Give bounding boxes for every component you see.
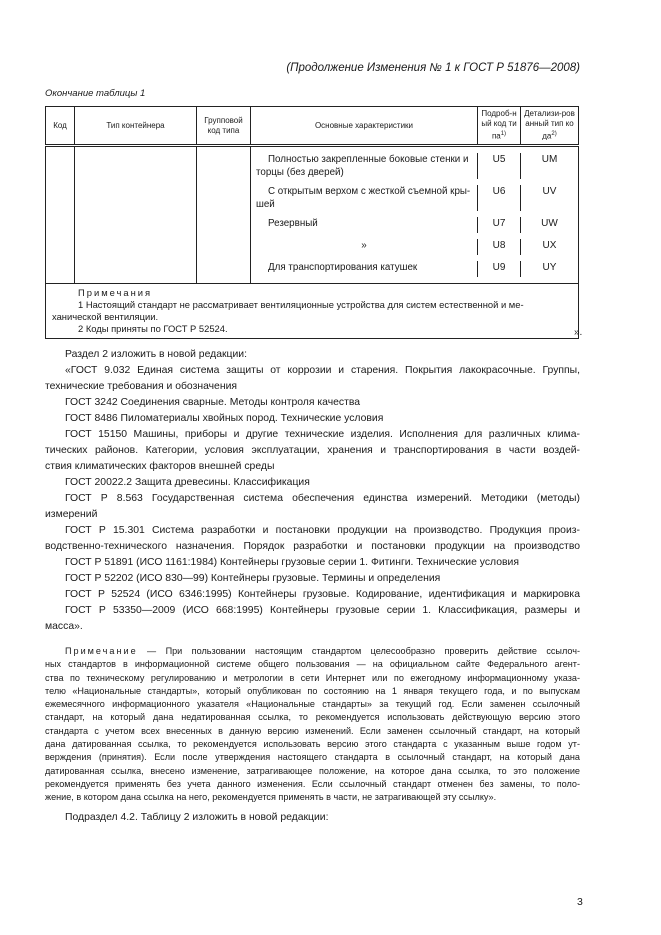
- row-detailed-type: UM: [520, 153, 578, 179]
- table-closing-quote: ».: [574, 327, 583, 338]
- text-line: ГОСТ 3242 Соединения сварные. Методы контроля качества: [65, 397, 361, 408]
- col-group-right: [251, 107, 579, 146]
- cell-characteristics-group: [251, 146, 579, 284]
- note-line: датированная ссылка, внесено изменение, затрагивающее положение, на которое дана ссылка, то это положение: [45, 765, 580, 776]
- note-label: Примечание: [65, 646, 138, 656]
- text-line: Раздел 2 изложить в новой редакции:: [65, 349, 247, 360]
- text-line: водственно-технического назначения. Порядок разработки и постановки продукции на производство: [45, 541, 580, 552]
- text-line: ГОСТ Р 51891 (ИСО 1161:1984) Контейнеры грузовые серии 1. Фитинги. Технические условия: [65, 557, 519, 568]
- note-line: [45, 645, 580, 658]
- footnote-ref-1: 1): [500, 131, 507, 138]
- row-description-line1: »: [361, 240, 367, 251]
- text-line: тических районов. Категории, условия эксплуатации, хранения и транспортирования в части воздей-: [45, 445, 580, 456]
- row-description: [251, 261, 477, 277]
- text-line: ГОСТ 20022.2 Защита древесины. Классификация: [65, 477, 310, 488]
- running-header: (Продолжение Изменения № 1 к ГОСТ Р 51876—2008): [286, 62, 580, 74]
- row-detailed-code: U8: [477, 239, 520, 255]
- row-description-line2: торцы (без дверей): [256, 167, 344, 178]
- footnote-ref-2: 2): [551, 131, 557, 138]
- text-line: ГОСТ 8486 Пиломатериалы хвойных пород. Технические условия: [65, 413, 384, 424]
- col-container-type: Тип контейнера: [75, 107, 197, 146]
- note-1-cont: ханической вентиляции.: [52, 311, 159, 322]
- container-codes-table: [45, 106, 579, 339]
- table-wrapper: [45, 106, 583, 339]
- row-description-line2: шей: [256, 199, 275, 210]
- table-row: [251, 261, 578, 283]
- row-description-line1: Для транспортирования катушек: [268, 262, 418, 273]
- text-line: ГОСТ 15150 Машины, приборы и другие технические изделия. Исполнения для различных клима-: [65, 429, 580, 440]
- cell-group-code: [197, 146, 251, 284]
- text-line: ГОСТ Р 8.563 Государственная система обеспечения единства измерений. Методики (методы): [65, 493, 580, 504]
- cell-container-type: [75, 146, 197, 284]
- row-description-line1: Полностью закрепленные боковые стенки и: [268, 154, 469, 165]
- row-detailed-type: UX: [520, 239, 578, 255]
- rows-container: [251, 147, 578, 283]
- row-description: [251, 153, 477, 179]
- subsection-4-2-line: Подраздел 4.2. Таблицу 2 изложить в новой редакции:: [65, 811, 329, 823]
- note-1: 1 Настоящий стандарт не рассматривает вентиляционные устройства для систем естественной и ме-: [78, 299, 524, 310]
- note-line: ства по техническому регулированию и метрологии в сети Интернет или по ежегодному информационному указа-: [45, 672, 580, 683]
- text-line: ГОСТ Р 53350—2009 (ИСО 668:1995) Контейнеры грузовые серии 1. Классификация, размеры и: [65, 605, 580, 616]
- note-line: рекомендуется применять без учета данного изменения. Если ссылочный стандарт отменен без замены, то поло-: [45, 778, 580, 789]
- page-number: 3: [577, 896, 583, 908]
- note-line-text: — При пользовании настоящим стандартом целесообразно проверить действие ссылоч-: [137, 646, 580, 656]
- table-row: [251, 153, 578, 185]
- note-line: жение, в котором дана ссылка на него, рекомендуется применять в части, не затрагивающей эту ссылку».: [45, 792, 497, 803]
- row-description-line1: С открытым верхом с жесткой съемной кры-: [268, 186, 471, 197]
- row-detailed-code: U5: [477, 153, 520, 179]
- text-line: ГОСТ Р 52524 (ИСО 6346:1995) Контейнеры грузовые. Кодирование, идентификация и маркировка: [65, 589, 580, 600]
- text-line: масса».: [45, 621, 83, 632]
- text-line: измерений: [45, 509, 98, 520]
- col-detailed-code-text: Подроб-ный код типа: [481, 109, 517, 141]
- col-detailed-type-label: [524, 109, 576, 142]
- table-row: [251, 217, 578, 239]
- note-line: верждения (принятия). Если после утверждения настоящего стандарта в ссылочный стандарт, на который дана: [45, 752, 580, 763]
- page-content: [45, 60, 583, 826]
- final-paragraph: [45, 810, 580, 826]
- notes-title: Примечания: [78, 287, 153, 298]
- text-line: ГОСТ Р 52202 (ИСО 830—99) Контейнеры грузовые. Термины и определения: [65, 573, 441, 584]
- table-body-row: [46, 146, 579, 284]
- note-line: телю «Национальные стандарты», который опубликован по состоянию на 1 января текущего года, и по выпускам: [45, 685, 580, 696]
- note-line: дана датированная ссылка, то рекомендуется использовать версию этого стандарта с указанным выше годом ут-: [45, 739, 580, 750]
- col-detailed-code: [477, 107, 520, 144]
- note-line: стандарт, на который дана недатированная ссылка, то рекомендуется использовать действующую версию этого: [45, 712, 580, 723]
- note-line: ных стандартов в информационной системе общего пользования — на официальном сайте Федерального агент-: [45, 659, 580, 670]
- row-description: [251, 185, 477, 211]
- col-group-code: Групповой код типа: [197, 107, 251, 146]
- row-detailed-type: UY: [520, 261, 578, 277]
- text-line: ствия климатических факторов внешней среды: [45, 461, 275, 472]
- row-detailed-code: U9: [477, 261, 520, 277]
- table-notes: [46, 284, 579, 339]
- row-detailed-code: U6: [477, 185, 520, 211]
- table-notes-row: [46, 284, 579, 339]
- note-2: 2 Коды приняты по ГОСТ Р 52524.: [78, 323, 228, 334]
- table-row: [251, 239, 578, 261]
- row-description: [251, 239, 477, 255]
- text-line: технические требования и обозначения: [45, 381, 237, 392]
- row-description-line1: Резервный: [268, 218, 318, 229]
- table-row: [251, 185, 578, 217]
- reference-note: [45, 645, 580, 805]
- cell-code: [46, 146, 75, 284]
- col-code: Код: [46, 107, 75, 146]
- row-detailed-type: UW: [520, 217, 578, 233]
- text-line: ГОСТ Р 15.301 Система разработки и постановки продукции на производство. Продукция произ-: [65, 525, 580, 536]
- note-line: стандарта с учетом всех внесенных в данную версию изменений. Если заменен ссылочный стандарт, на который: [45, 725, 580, 736]
- section-2-text: [45, 347, 580, 635]
- text-line: «ГОСТ 9.032 Единая система защиты от коррозии и старения. Покрытия лакокрасочные. Группы,: [65, 365, 580, 376]
- row-detailed-type: UV: [520, 185, 578, 211]
- col-detailed-code-label: [480, 109, 518, 142]
- note-line: ежемесячного информационного указателя «Национальные стандарты» за текущий год. Если заменен ссылочный: [45, 699, 580, 710]
- table-caption: Окончание таблицы 1: [45, 88, 146, 99]
- col-characteristics: Основные характеристики: [314, 120, 414, 130]
- row-description: [251, 217, 477, 233]
- table-header-row: [46, 107, 579, 146]
- col-detailed-type: [520, 107, 578, 144]
- col-detailed-type-text: Детализи-рованный тип кода: [524, 109, 575, 141]
- row-detailed-code: U7: [477, 217, 520, 233]
